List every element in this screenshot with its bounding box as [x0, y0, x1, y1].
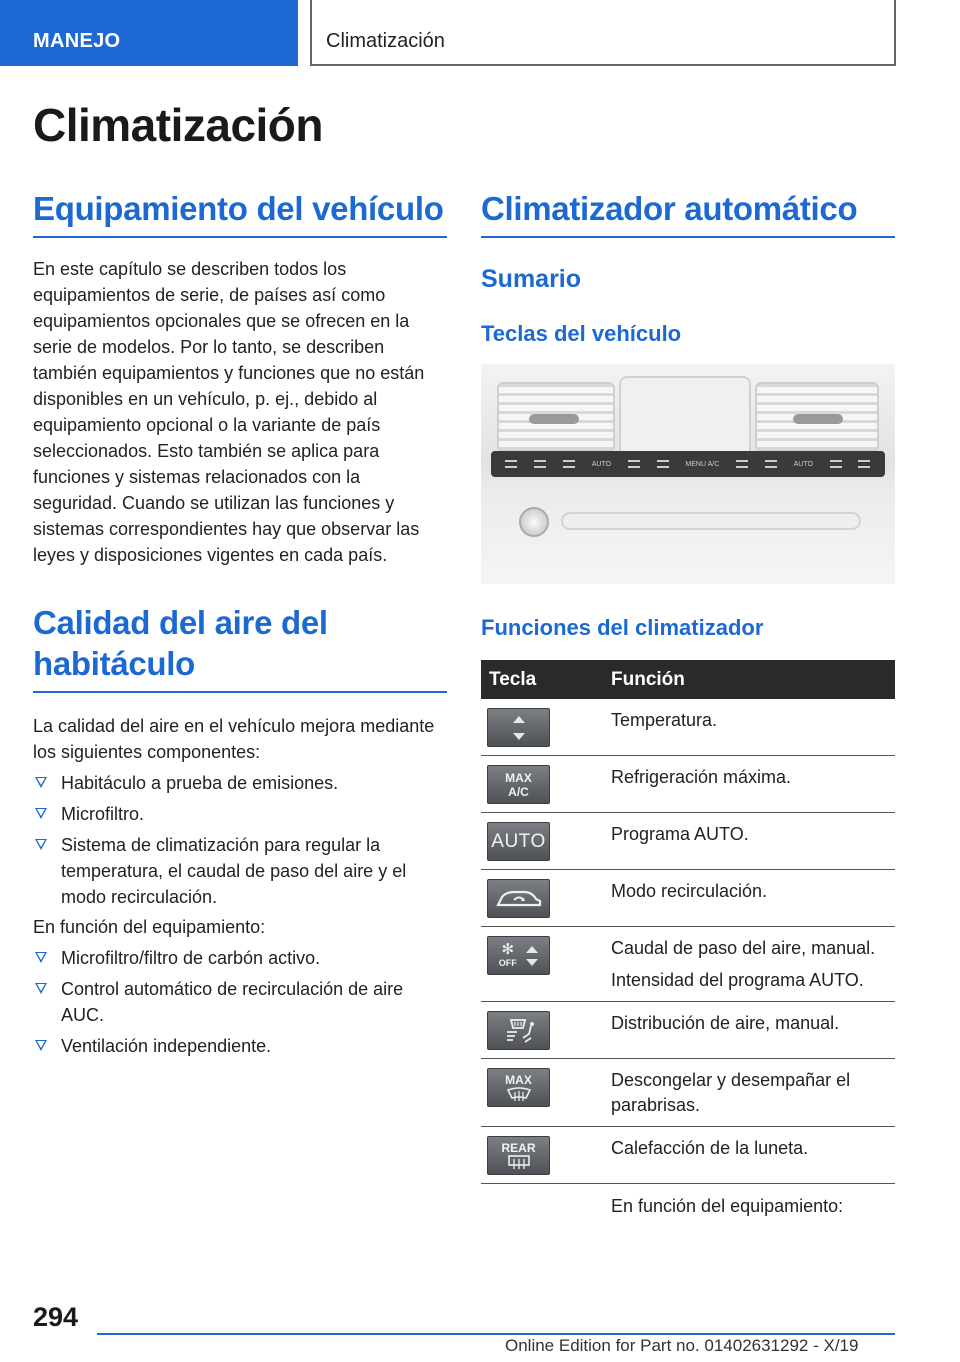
recirculation-icon: [487, 879, 550, 918]
triangle-bullet-icon: [35, 952, 47, 963]
table-row: Temperatura.: [481, 699, 895, 756]
equipment-paragraph: En este capítulo se describen todos los equipamientos de serie, de países así como equipamientos opcionales que se ofrecen en la serie de modelos. Por lo tanto, se describen también equipamientos y funciones que no están disponibles en un vehículo, p. ej., debido al equipamiento opcional o la variante de país seleccionados. Esto también se aplica para funciones y sistemas relacionados con la seguridad. Cuando se utilizan las funciones y sistemas correspondientes hay que observar las leyes y disposiciones vigentes en cada país.: [33, 259, 425, 565]
section-heading-auto-climate: Climatizador automático: [481, 188, 895, 238]
page-title: Climatización: [33, 99, 324, 151]
page-number: 294: [33, 1302, 79, 1332]
climate-functions-table: [481, 660, 895, 1227]
footer-divider: [97, 1333, 895, 1335]
fan-off-icon: ✻ OFF: [487, 936, 550, 975]
triangle-bullet-icon: [35, 777, 47, 788]
media-button-strip: [561, 512, 861, 530]
climate-button-panel: AUTO MENU A/C AUTO: [491, 451, 885, 477]
table-row: Distribución de aire, manual.: [481, 1002, 895, 1059]
rear-defrost-icon: REAR: [487, 1136, 550, 1175]
triangle-bullet-icon: [35, 1040, 47, 1051]
depends-on-equipment-text: En función del equipamiento:: [33, 917, 266, 937]
column-header-key: Tecla: [481, 660, 611, 699]
table-row: MAX A/C Refrigeración máxima.: [481, 756, 895, 813]
triangle-bullet-icon: [35, 808, 47, 819]
auto-program-icon: AUTO: [487, 822, 550, 861]
list-item: Ventilación independiente.: [33, 1033, 447, 1059]
left-air-vent: [497, 382, 615, 452]
right-air-vent: [755, 382, 879, 452]
table-row: AUTO Programa AUTO.: [481, 813, 895, 870]
max-defrost-icon: MAX: [487, 1068, 550, 1107]
subheading-climate-functions: Funciones del climatizador: [481, 615, 764, 640]
temperature-updown-icon: [487, 708, 550, 747]
max-ac-icon: MAX A/C: [487, 765, 550, 804]
header-chapter-tab: [310, 0, 896, 66]
volume-knob: [519, 507, 549, 537]
center-display-frame: [619, 376, 751, 460]
table-row: MAX Descongelar y desempañar el parabrisas.: [481, 1059, 895, 1127]
triangle-bullet-icon: [35, 839, 47, 850]
table-row: ✻ OFF Caudal de paso del aire, manual. Intensidad del programa AUTO.: [481, 927, 895, 1002]
air-quality-intro: La calidad del aire en el vehículo mejora mediante los siguientes componentes:: [33, 716, 435, 762]
subheading-vehicle-buttons: Teclas del vehículo: [481, 321, 682, 346]
triangle-bullet-icon: [35, 983, 47, 994]
list-item: Microfiltro/filtro de carbón activo.: [33, 945, 447, 971]
header-chapter-label: Climatización: [326, 30, 445, 52]
air-quality-list: [33, 770, 447, 910]
table-row: REAR Calefacción de la luneta.: [481, 1127, 895, 1184]
dashboard-photo: [481, 364, 895, 584]
list-item: Sistema de climatización para regular la temperatura, el caudal de paso del aire y el modo recirculación.: [33, 832, 447, 910]
footer-edition-text: Online Edition for Part no. 01402631292 - X/19: [505, 1336, 859, 1355]
list-item: Microfiltro.: [33, 801, 447, 827]
header-section-tab: [0, 0, 298, 66]
list-item: Control automático de recirculación de aire AUC.: [33, 976, 447, 1028]
column-header-function: Función: [611, 660, 895, 699]
subheading-overview: Sumario: [481, 265, 582, 293]
section-heading-equipment: Equipamiento del vehículo: [33, 188, 447, 238]
air-distribution-icon: [487, 1011, 550, 1050]
table-row: En función del equipamiento:: [611, 1196, 844, 1216]
table-header-row: [481, 660, 895, 699]
list-item: Habitáculo a prueba de emisiones.: [33, 770, 447, 796]
optional-equipment-list: [33, 945, 447, 1059]
left-column: [33, 188, 447, 1059]
header-section-label: MANEJO: [33, 30, 121, 52]
right-column: [481, 188, 895, 1227]
section-heading-air-quality: Calidad del aire del habitáculo: [33, 602, 447, 693]
table-row: Modo recirculación.: [481, 870, 895, 927]
